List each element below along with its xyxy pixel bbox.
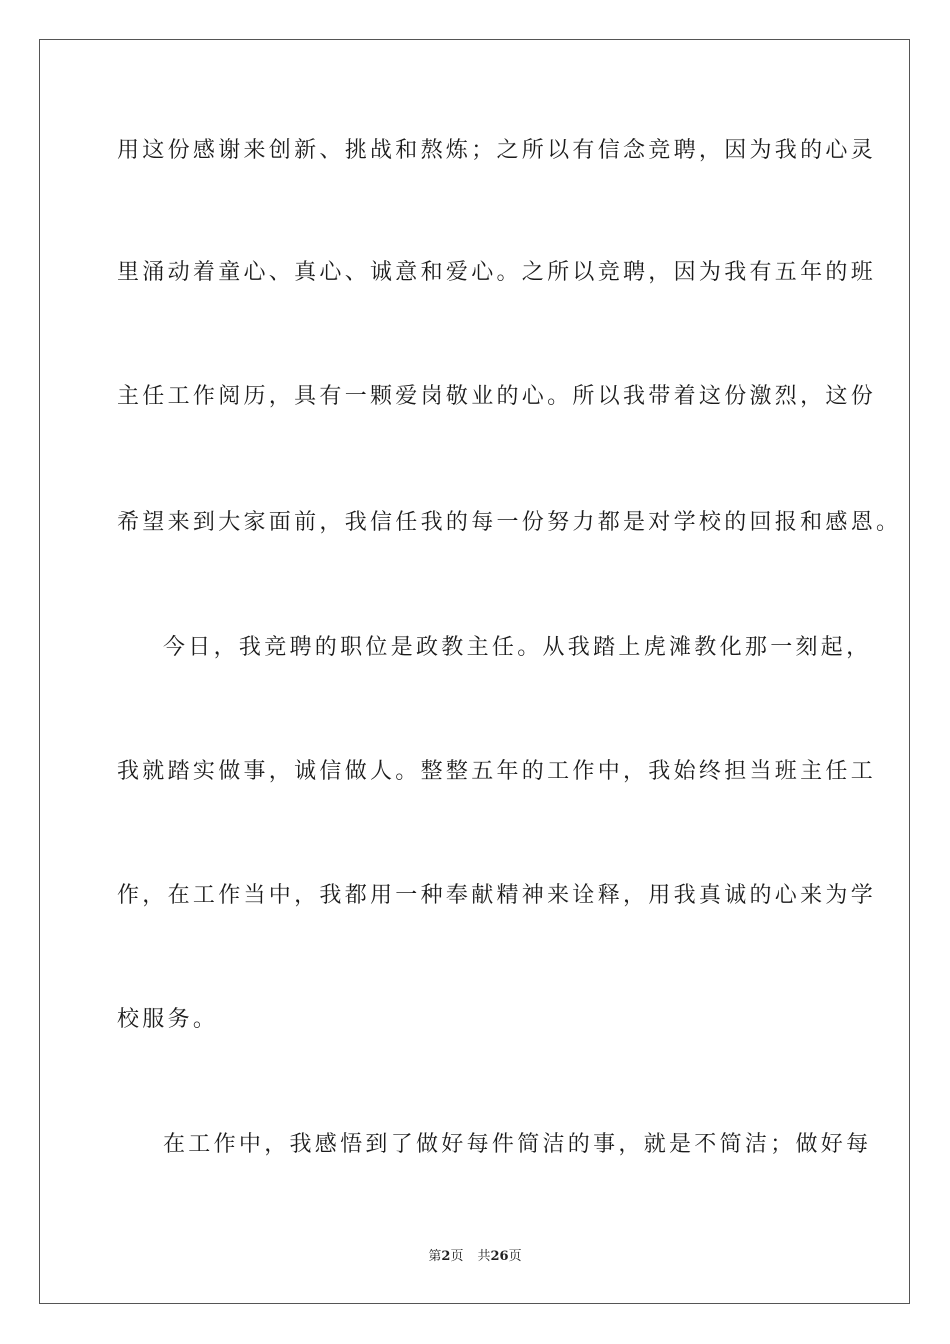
body-text-line: 希望来到大家面前，我信任我的每一份努力都是对学校的回报和感恩。 — [117, 510, 902, 535]
total-prefix: 共 — [477, 1249, 491, 1264]
body-text-line: 主任工作阅历，具有一颗爱岗敬业的心。所以我带着这份激烈，这份 — [117, 384, 877, 409]
page-footer — [0, 1248, 950, 1266]
page-total-number: 26 — [490, 1249, 509, 1264]
body-text-line: 里涌动着童心、真心、诚意和爱心。之所以竞聘，因为我有五年的班 — [117, 260, 877, 285]
page-suffix: 页 — [450, 1249, 464, 1264]
body-text-line: 作，在工作当中，我都用一种奉献精神来诠释，用我真诚的心来为学 — [117, 883, 877, 908]
body-text-line: 我就踏实做事，诚信做人。整整五年的工作中，我始终担当班主任工 — [117, 759, 877, 784]
paragraph-first-line: 今日，我竞聘的职位是政教主任。从我踏上虎滩教化那一刻起， — [163, 635, 872, 660]
body-text-line: 校服务。 — [117, 1007, 219, 1032]
page-prefix: 第 — [428, 1249, 442, 1264]
total-suffix: 页 — [508, 1249, 522, 1264]
page-border — [39, 39, 910, 1304]
paragraph-first-line: 在工作中，我感悟到了做好每件简洁的事，就是不简洁；做好每 — [163, 1132, 872, 1157]
body-text-line: 用这份感谢来创新、挑战和熬炼；之所以有信念竞聘，因为我的心灵 — [117, 138, 877, 163]
page-current-number: 2 — [441, 1249, 451, 1264]
